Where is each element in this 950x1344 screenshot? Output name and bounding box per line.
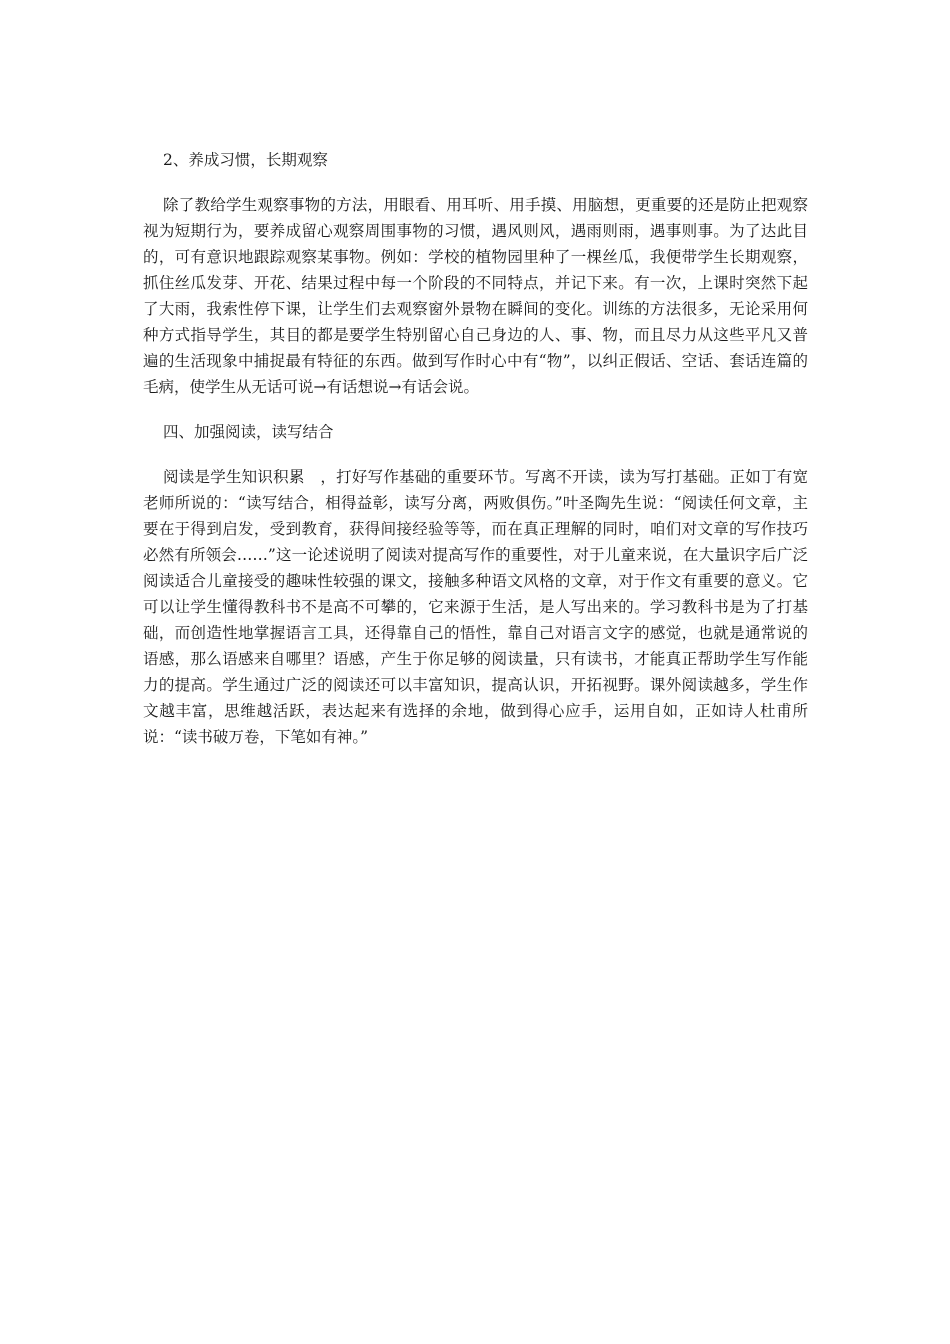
section-heading-observation: 2、养成习惯，长期观察 [163, 151, 328, 169]
document-body [143, 147, 808, 750]
paragraph-observation: 除了教给学生观察事物的方法，用眼看、用耳听、用手摸、用脑想，更重要的还是防止把观察视为短期行为，要养成留心观察周围事物的习惯，遇风则风，遇雨则雨，遇事则事。为了达此目的，可有意识地跟踪观察某事物。例如：学校的植物园里种了一棵丝瓜，我便带学生长期观察，抓住丝瓜发芽、开花、结果过程中每一个阶段的不同特点，并记下来。有一次，上课时突然下起了大雨，我索性停下课，让学生们去观察窗外景物在瞬间的变化。训练的方法很多，无论采用何种方式指导学生，其目的都是要学生特别留心自己身边的人、事、物，而且尽力从这些平凡又普遍的生活现象中捕捉最有特征的东西。做到写作时心中有“物”，以纠正假话、空话、套话连篇的毛病，使学生从无话可说→有话想说→有话会说。 [143, 196, 808, 396]
section-heading-reading: 四、加强阅读，读写结合 [163, 423, 334, 441]
paragraph-reading: 阅读是学生知识积累 ，打好写作基础的重要环节。写离不开读，读为写打基础。正如丁有宽老师所说的：“读写结合，相得益彰，读写分离，两败俱伤。”叶圣陶先生说：“阅读任何文章，主要在于得到启发，受到教育，获得间接经验等等，而在真正理解的同时，咱们对文章的写作技巧必然有所领会……”这一论述说明了阅读对提高写作的重要性，对于儿童来说，在大量识字后广泛阅读适合儿童接受的趣味性较强的课文，接触多种语文风格的文章，对于作文有重要的意义。它可以让学生懂得教科书不是高不可攀的，它来源于生活，是人写出来的。学习教科书是为了打基础，而创造性地掌握语言工具，还得靠自己的悟性，靠自己对语言文字的感觉，也就是通常说的语感，那么语感来自哪里？语感，产生于你足够的阅读量，只有读书，才能真正帮助学生写作能力的提高。学生通过广泛的阅读还可以丰富知识，提高认识，开拓视野。课外阅读越多，学生作文越丰富，思维越活跃，表达起来有选择的余地，做到得心应手，运用自如，正如诗人杜甫所说：“读书破万卷，下笔如有神。” [143, 468, 808, 746]
